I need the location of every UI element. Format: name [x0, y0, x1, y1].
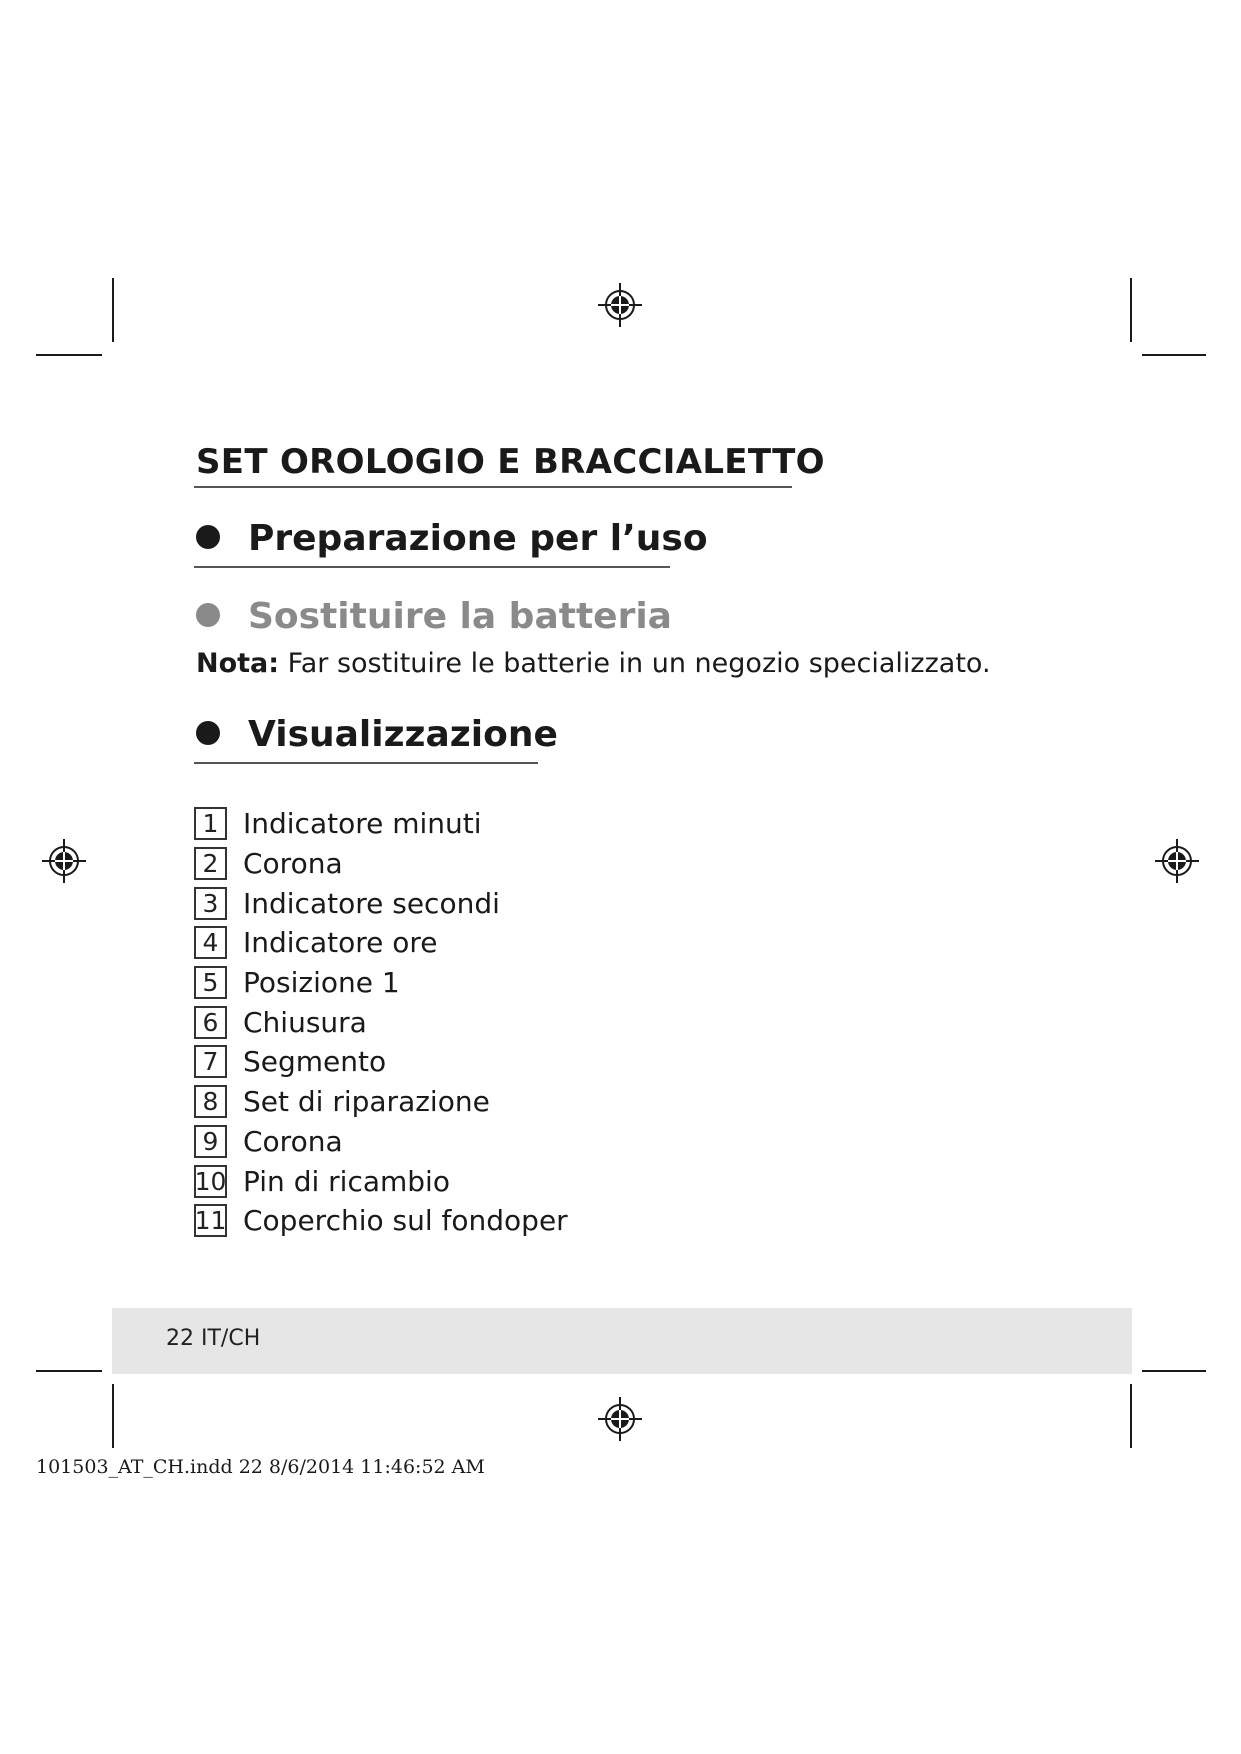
part-label: Chiusura — [243, 1005, 367, 1039]
list-item — [194, 1122, 568, 1162]
bullet-icon — [196, 721, 220, 745]
part-number: 2 — [194, 847, 227, 880]
part-label: Corona — [243, 1124, 343, 1158]
heading-preparation-underline — [194, 566, 670, 568]
footer-band — [112, 1308, 1132, 1374]
part-number: 1 — [194, 807, 227, 840]
part-number: 10 — [194, 1166, 227, 1196]
heading-display-label: Visualizzazione — [248, 714, 558, 755]
heading-battery-label: Sostituire la batteria — [248, 596, 672, 637]
part-label: Corona — [243, 847, 343, 881]
part-label: Coperchio sul fondoper — [243, 1204, 568, 1238]
part-label: Posizione 1 — [243, 966, 400, 1000]
registration-mark-icon — [1155, 839, 1199, 883]
list-item — [194, 1042, 568, 1082]
part-number: 8 — [194, 1085, 227, 1118]
crop-mark-top-right-v — [1130, 278, 1132, 342]
crop-mark-bottom-right-h — [1142, 1370, 1206, 1372]
part-label: Segmento — [243, 1045, 387, 1079]
part-number: 5 — [194, 966, 227, 999]
page-number: 22 IT/CH — [166, 1326, 261, 1351]
part-number: 9 — [194, 1125, 227, 1158]
part-number: 4 — [194, 926, 227, 959]
section-title-underline — [194, 486, 792, 488]
part-label: Pin di ricambio — [243, 1164, 450, 1198]
bullet-icon — [196, 525, 220, 549]
list-item — [194, 963, 568, 1003]
heading-preparation-label: Preparazione per l’uso — [248, 518, 708, 559]
crop-mark-bottom-left-v — [112, 1384, 114, 1448]
crop-mark-bottom-right-v — [1130, 1384, 1132, 1448]
part-number: 6 — [194, 1006, 227, 1039]
note-label: Nota: — [196, 648, 280, 679]
slug-line: 101503_AT_CH.indd 22 8/6/2014 11:46:52 AM — [36, 1456, 485, 1478]
parts-list — [194, 804, 568, 1241]
crop-mark-top-left-h — [36, 354, 102, 356]
part-number: 3 — [194, 887, 227, 920]
heading-preparation — [196, 518, 708, 559]
part-label: Indicatore minuti — [243, 807, 482, 841]
list-item — [194, 923, 568, 963]
part-number: 11 — [194, 1206, 227, 1236]
heading-display-underline — [194, 762, 538, 764]
note-text: Far sostituire le batterie in un negozio specializzato. — [287, 648, 991, 679]
part-label: Indicatore secondi — [243, 886, 500, 920]
heading-display — [196, 714, 558, 755]
list-item — [194, 1161, 568, 1201]
list-item — [194, 1082, 568, 1122]
list-item — [194, 1201, 568, 1241]
bullet-icon — [196, 603, 220, 627]
list-item — [194, 883, 568, 923]
list-item — [194, 1002, 568, 1042]
list-item — [194, 844, 568, 884]
registration-mark-icon — [42, 839, 86, 883]
part-number: 7 — [194, 1045, 227, 1078]
part-label: Indicatore ore — [243, 926, 438, 960]
crop-mark-bottom-left-h — [36, 1370, 102, 1372]
part-label: Set di riparazione — [243, 1085, 490, 1119]
list-item — [194, 804, 568, 844]
section-title: SET OROLOGIO E BRACCIALETTO — [196, 442, 825, 482]
registration-mark-icon — [598, 283, 642, 327]
crop-mark-top-right-h — [1142, 354, 1206, 356]
note — [196, 648, 991, 679]
crop-mark-top-left-v — [112, 278, 114, 342]
registration-mark-icon — [598, 1397, 642, 1441]
heading-battery — [196, 596, 672, 637]
